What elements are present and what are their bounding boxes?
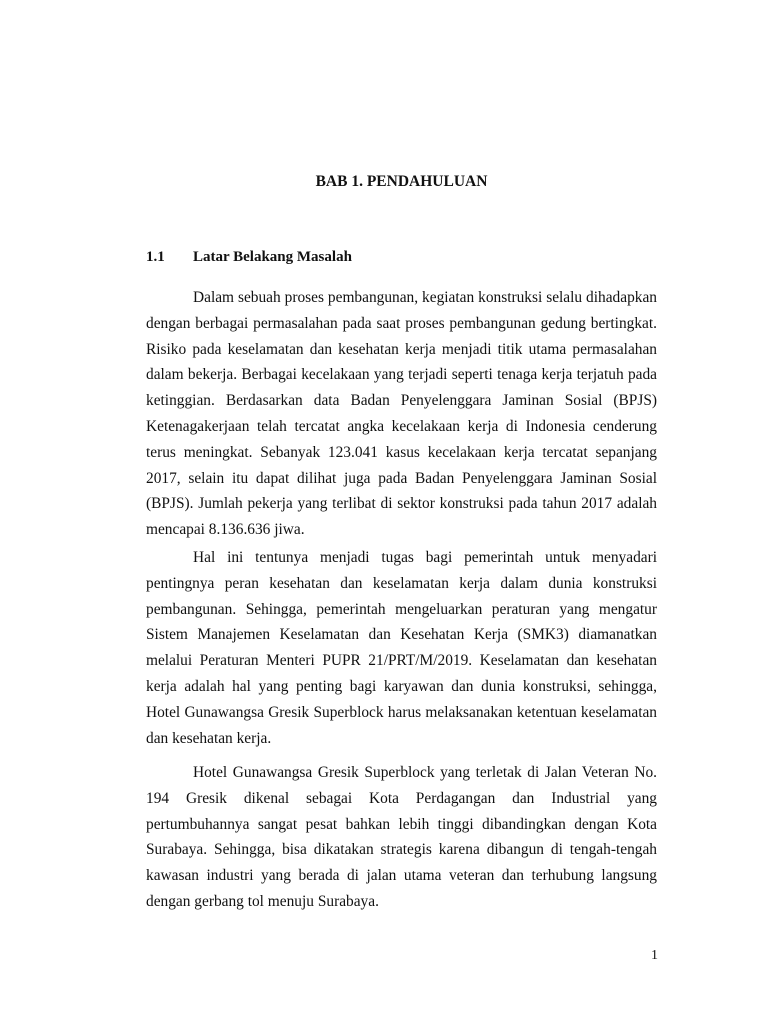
paragraph-2: Hal ini tentunya menjadi tugas bagi pemerintah untuk menyadari pentingnya peran kesehatan dan keselamatan kerja dalam dunia konstruksi pembangunan. Sehingga, pemerintah mengeluarkan peraturan yang mengatur Sistem Manajemen Keselamatan dan Kesehatan Kerja (SMK3) diamanatkan melalui Peraturan Menteri PUPR 21/PRT/M/2019. Keselamatan dan kesehatan kerja adalah hal yang penting bagi karyawan dan dunia konstruksi, sehingga, Hotel Gunawangsa Gresik Superblock harus melaksanakan ketentuan keselamatan dan kesehatan kerja. (146, 549, 657, 747)
chapter-title: BAB 1. PENDAHULUAN (315, 173, 488, 190)
paragraph-3: Hotel Gunawangsa Gresik Superblock yang terletak di Jalan Veteran No. 194 Gresik dikenal sebagai Kota Perdagangan dan Industrial yang pertumbuhannya sangat pesat bahkan lebih tinggi dibandingkan dengan Kota Surabaya. Sehingga, bisa dikatakan strategis karena dibangun di tengah-tengah kawasan industri yang berada di jalan utama veteran dan terhubung langsung dengan gerbang tol menuju Surabaya. (146, 764, 657, 910)
section-title: Latar Belakang Masalah (193, 249, 352, 265)
page-number: 1 (651, 948, 658, 963)
section-heading (146, 249, 352, 266)
paragraph-1: Dalam sebuah proses pembangunan, kegiatan konstruksi selalu dihadapkan dengan berbagai permasalahan pada saat proses pembangunan gedung bertingkat. Risiko pada keselamatan dan kesehatan kerja menjadi titik utama permasalahan dalam bekerja. Berbagai kecelakaan yang terjadi seperti tenaga kerja terjatuh pada ketinggian. Berdasarkan data Badan Penyelenggara Jaminan Sosial (BPJS) Ketenagakerjaan telah tercatat angka kecelakaan kerja di Indonesia cenderung terus meningkat. Sebanyak 123.041 kasus kecelakaan kerja tercatat sepanjang 2017, selain itu dapat dilihat juga pada Badan Penyelenggara Jaminan Sosial (BPJS). Jumlah pekerja yang terlibat di sektor konstruksi pada tahun 2017 adalah mencapai 8.136.636 jiwa. (146, 289, 657, 539)
section-number: 1.1 (146, 249, 165, 265)
